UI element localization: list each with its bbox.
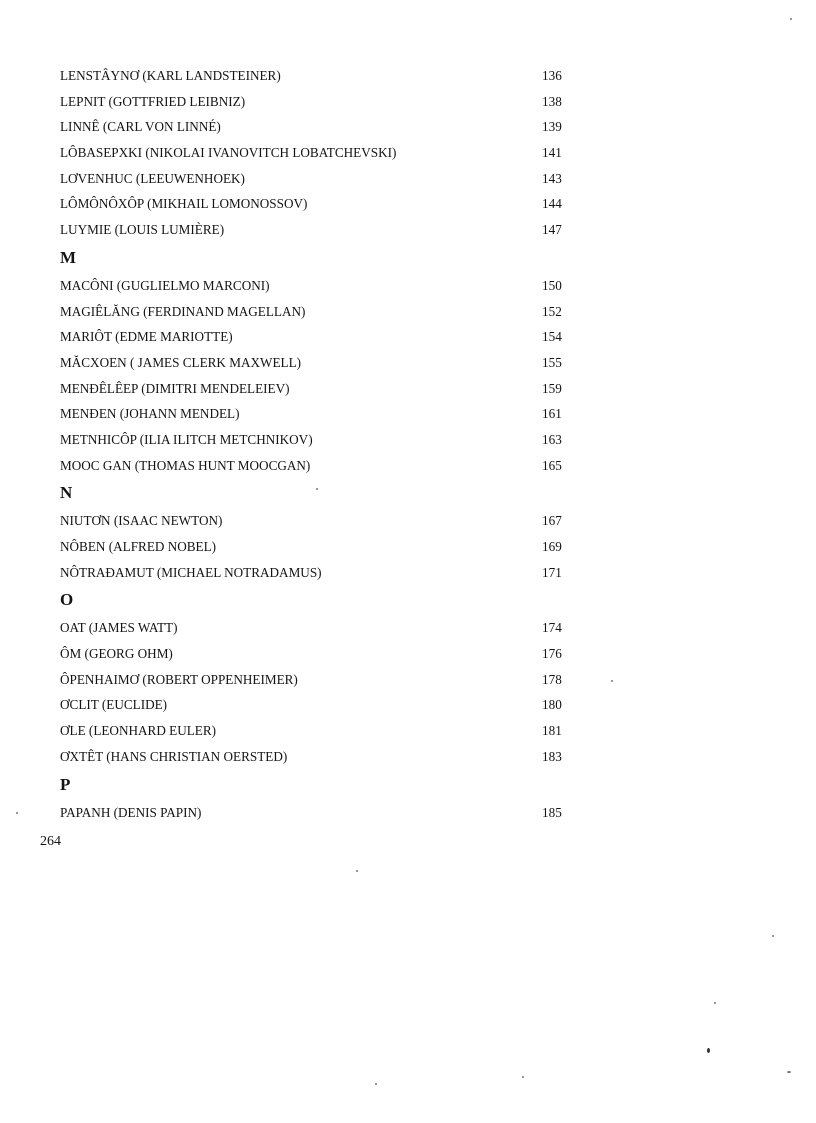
entry-name: LÔMÔNÔXÔP (MIKHAIL LOMONOSSOV) bbox=[60, 196, 308, 212]
entry-page: 183 bbox=[542, 748, 562, 764]
index-section-m bbox=[60, 243, 580, 479]
index-section-n bbox=[60, 478, 580, 585]
entry-name: NÔTRAĐAMUT (MICHAEL NOTRADAMUS) bbox=[60, 564, 322, 580]
entry-name: ÔM (GEORG OHM) bbox=[60, 646, 173, 662]
section-letter: O bbox=[60, 590, 74, 610]
index-entry bbox=[60, 615, 580, 641]
entry-page: 163 bbox=[542, 431, 562, 447]
entry-page: 155 bbox=[542, 354, 562, 370]
entry-page: 150 bbox=[542, 277, 562, 293]
entry-name: ƠXTÊT (HANS CHRISTIAN OERSTED) bbox=[60, 748, 288, 764]
entry-page: 174 bbox=[542, 620, 562, 636]
scan-speck bbox=[787, 1071, 791, 1073]
entry-page: 154 bbox=[542, 329, 562, 345]
entry-page: 165 bbox=[542, 457, 562, 473]
entry-page: 139 bbox=[542, 119, 562, 135]
entry-page: 159 bbox=[542, 380, 562, 396]
index-entry bbox=[60, 800, 580, 826]
scan-speck bbox=[714, 1002, 716, 1004]
scan-speck bbox=[316, 488, 318, 490]
page-number: 264 bbox=[40, 834, 61, 849]
entry-name: MOOC GAN (THOMAS HUNT MOOCGAN) bbox=[60, 457, 311, 473]
entry-name: ÔPENHAIMƠ (ROBERT OPPENHEIMER) bbox=[60, 671, 298, 687]
entry-name: OAT (JAMES WATT) bbox=[60, 620, 178, 636]
entry-page: 136 bbox=[542, 68, 562, 83]
index-list bbox=[60, 63, 580, 825]
entry-name: MAGIÊLĂNG (FERDINAND MAGELLAN) bbox=[60, 303, 306, 319]
index-entry bbox=[60, 324, 580, 350]
scan-speck bbox=[611, 680, 613, 682]
scan-speck bbox=[790, 18, 792, 20]
index-entry bbox=[60, 350, 580, 376]
entry-page: 176 bbox=[542, 646, 562, 662]
index-entry bbox=[60, 560, 580, 586]
scan-speck bbox=[16, 812, 18, 814]
scan-speck bbox=[707, 1048, 710, 1053]
entry-page: 181 bbox=[542, 723, 562, 739]
index-entry bbox=[60, 273, 580, 299]
index-entry bbox=[60, 508, 580, 534]
entry-name: LUYMIE (LOUIS LUMIÈRE) bbox=[60, 222, 225, 238]
index-entry bbox=[60, 692, 580, 718]
index-entry bbox=[60, 114, 580, 140]
entry-name: ƠLE (LEONHARD EULER) bbox=[60, 723, 217, 739]
entry-name: LENSTÂYNƠ (KARL LANDSTEINER) bbox=[60, 68, 281, 83]
index-section-o bbox=[60, 585, 580, 769]
index-entry bbox=[60, 376, 580, 402]
entry-page: 152 bbox=[542, 303, 562, 319]
section-letter: P bbox=[60, 774, 71, 794]
entry-page: 169 bbox=[542, 539, 562, 554]
entry-name: METNHICÔP (ILIA ILITCH METCHNIKOV) bbox=[60, 431, 313, 447]
scan-speck bbox=[356, 870, 358, 872]
section-letter: M bbox=[60, 247, 77, 267]
entry-name: NIUTƠN (ISAAC NEWTON) bbox=[60, 513, 223, 529]
entry-name: LƠVENHUC (LEEUWENHOEK) bbox=[60, 170, 245, 186]
entry-name: NÔBEN (ALFRED NOBEL) bbox=[60, 539, 217, 554]
index-entry bbox=[60, 89, 580, 115]
index-section-p bbox=[60, 770, 580, 826]
entry-page: 147 bbox=[542, 222, 562, 238]
entry-name: MENĐÊLÊEP (DIMITRI MENDELEIEV) bbox=[60, 380, 290, 396]
index-entry bbox=[60, 140, 580, 166]
index-entry bbox=[60, 299, 580, 325]
index-entry bbox=[60, 427, 580, 453]
entry-name: ƠCLIT (EUCLIDE) bbox=[60, 697, 168, 713]
entry-name: PAPANH (DENIS PAPIN) bbox=[60, 804, 202, 820]
index-entry bbox=[60, 667, 580, 693]
entry-name: LINNÊ (CARL VON LINNÉ) bbox=[60, 119, 221, 135]
entry-name: LEPNIT (GOTTFRIED LEIBNIZ) bbox=[60, 93, 246, 109]
index-entry bbox=[60, 718, 580, 744]
index-entry bbox=[60, 191, 580, 217]
entry-page: 138 bbox=[542, 93, 562, 109]
entry-name: MENĐEN (JOHANN MENDEL) bbox=[60, 406, 240, 422]
entry-name: MĂCXOEN ( JAMES CLERK MAXWELL) bbox=[60, 354, 302, 370]
entry-page: 167 bbox=[542, 513, 562, 529]
entry-page: 161 bbox=[542, 406, 562, 422]
index-section-l bbox=[60, 63, 580, 243]
index-entry bbox=[60, 166, 580, 192]
entry-name: MARIÔT (EDME MARIOTTE) bbox=[60, 329, 233, 345]
entry-page: 171 bbox=[542, 564, 562, 580]
entry-name: MACÔNI (GUGLIELMO MARCONI) bbox=[60, 277, 270, 293]
index-entry bbox=[60, 453, 580, 479]
entry-page: 178 bbox=[542, 671, 562, 687]
index-entry bbox=[60, 641, 580, 667]
index-entry bbox=[60, 217, 580, 243]
index-entry bbox=[60, 63, 580, 89]
entry-page: 141 bbox=[542, 145, 562, 161]
entry-page: 143 bbox=[542, 170, 562, 186]
scan-speck bbox=[522, 1076, 524, 1078]
index-entry bbox=[60, 534, 580, 560]
section-letter: N bbox=[60, 483, 73, 503]
entry-page: 185 bbox=[542, 804, 562, 820]
index-entry bbox=[60, 744, 580, 770]
entry-page: 180 bbox=[542, 697, 562, 713]
entry-name: LÔBASEPXKI (NIKOLAI IVANOVITCH LOBATCHEVSKI) bbox=[60, 145, 397, 161]
index-entry bbox=[60, 401, 580, 427]
entry-page: 144 bbox=[542, 196, 562, 212]
scan-speck bbox=[772, 935, 774, 937]
scan-speck bbox=[375, 1083, 377, 1085]
